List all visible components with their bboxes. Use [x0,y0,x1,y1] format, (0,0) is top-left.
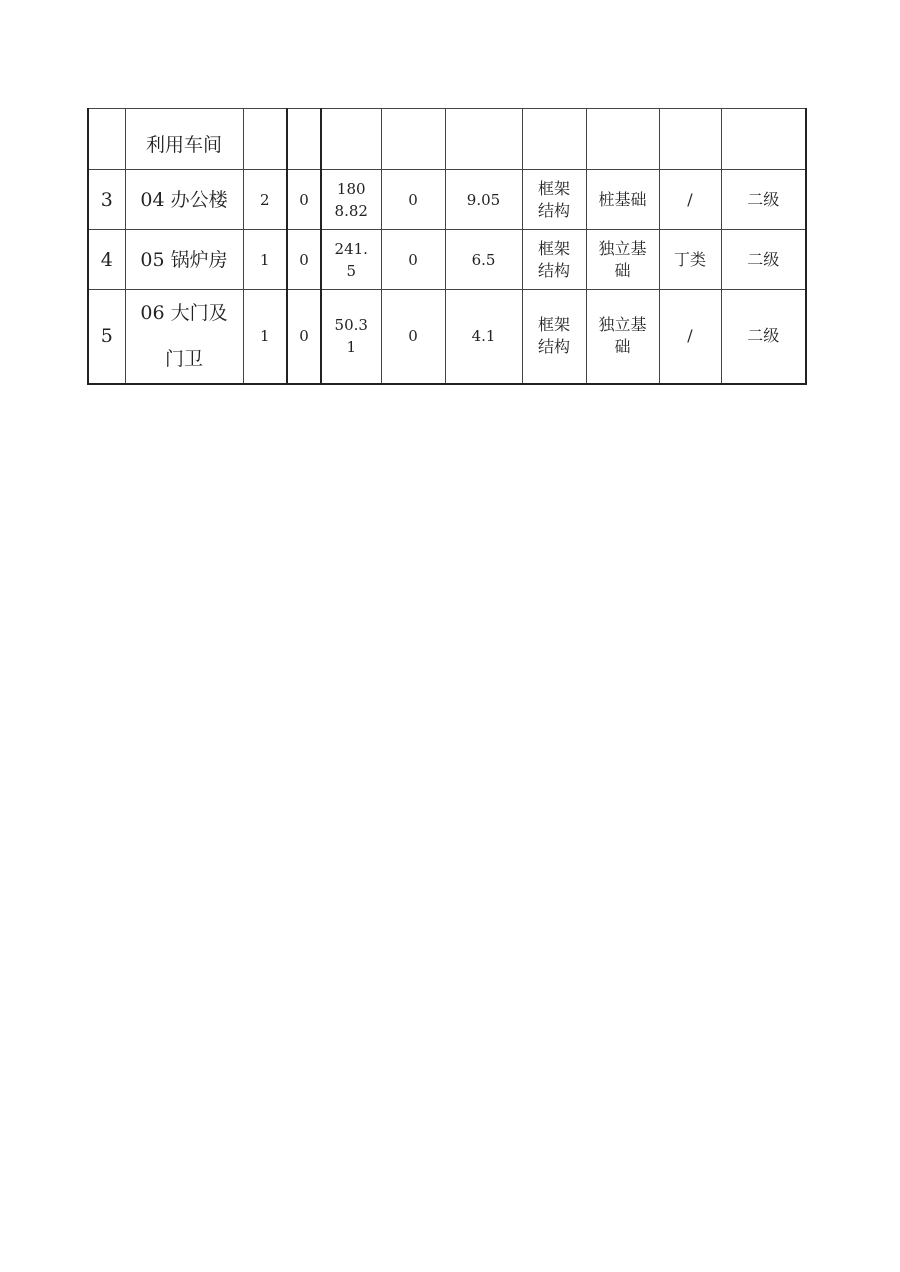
cell-building-name [125,290,243,384]
cell-floors: 2 [243,170,287,230]
cell-structure [522,109,586,170]
cell-foundation: 桩基础 [586,170,659,230]
cell-index [88,109,125,170]
cell-index: 4 [88,230,125,290]
cell-underground-area: 0 [381,290,445,384]
area-value: 50.31 [334,316,368,357]
foundation-value: 独立基础 [598,238,647,280]
cell-building-name: 05 锅炉房 [125,230,243,290]
cell-floors: 1 [243,290,287,384]
cell-floors: 1 [243,230,287,290]
cell-underground-floors [287,109,321,170]
building-table [87,108,807,385]
cell-area [321,230,381,290]
cell-fire-rating: 二级 [721,290,806,384]
table-row [88,109,806,170]
cell-underground-area: 0 [381,170,445,230]
cell-height: 6.5 [445,230,522,290]
cell-height: 9.05 [445,170,522,230]
table-row [88,290,806,384]
structure-value: 框架结构 [537,178,570,220]
area-value: 1808.82 [334,179,368,220]
table-row [88,230,806,290]
cell-underground-area [381,109,445,170]
cell-underground-floors: 0 [287,170,321,230]
cell-area [321,109,381,170]
cell-structure [522,290,586,384]
cell-foundation [586,290,659,384]
area-value: 241.5 [334,239,368,280]
structure-value: 框架结构 [537,315,570,357]
cell-building-name [125,109,243,170]
cell-underground-floors: 0 [287,290,321,384]
cell-fire-category [659,109,721,170]
cell-fire-rating: 二级 [721,230,806,290]
cell-fire-category: / [659,290,721,384]
building-name-text: 06 大门及门卫 [140,302,228,371]
cell-fire-rating [721,109,806,170]
cell-foundation [586,109,659,170]
cell-underground-floors: 0 [287,230,321,290]
building-name-text: 利用车间 [145,134,222,156]
cell-structure [522,170,586,230]
cell-index: 3 [88,170,125,230]
cell-structure [522,230,586,290]
cell-height: 4.1 [445,290,522,384]
cell-index: 5 [88,290,125,384]
cell-building-name: 04 办公楼 [125,170,243,230]
cell-fire-category: / [659,170,721,230]
cell-fire-category: 丁类 [659,230,721,290]
cell-floors [243,109,287,170]
structure-value: 框架结构 [537,238,570,280]
cell-height [445,109,522,170]
foundation-value: 独立基础 [598,315,647,357]
cell-fire-rating: 二级 [721,170,806,230]
cell-area [321,290,381,384]
cell-underground-area: 0 [381,230,445,290]
table-row [88,170,806,230]
cell-foundation [586,230,659,290]
cell-area [321,170,381,230]
